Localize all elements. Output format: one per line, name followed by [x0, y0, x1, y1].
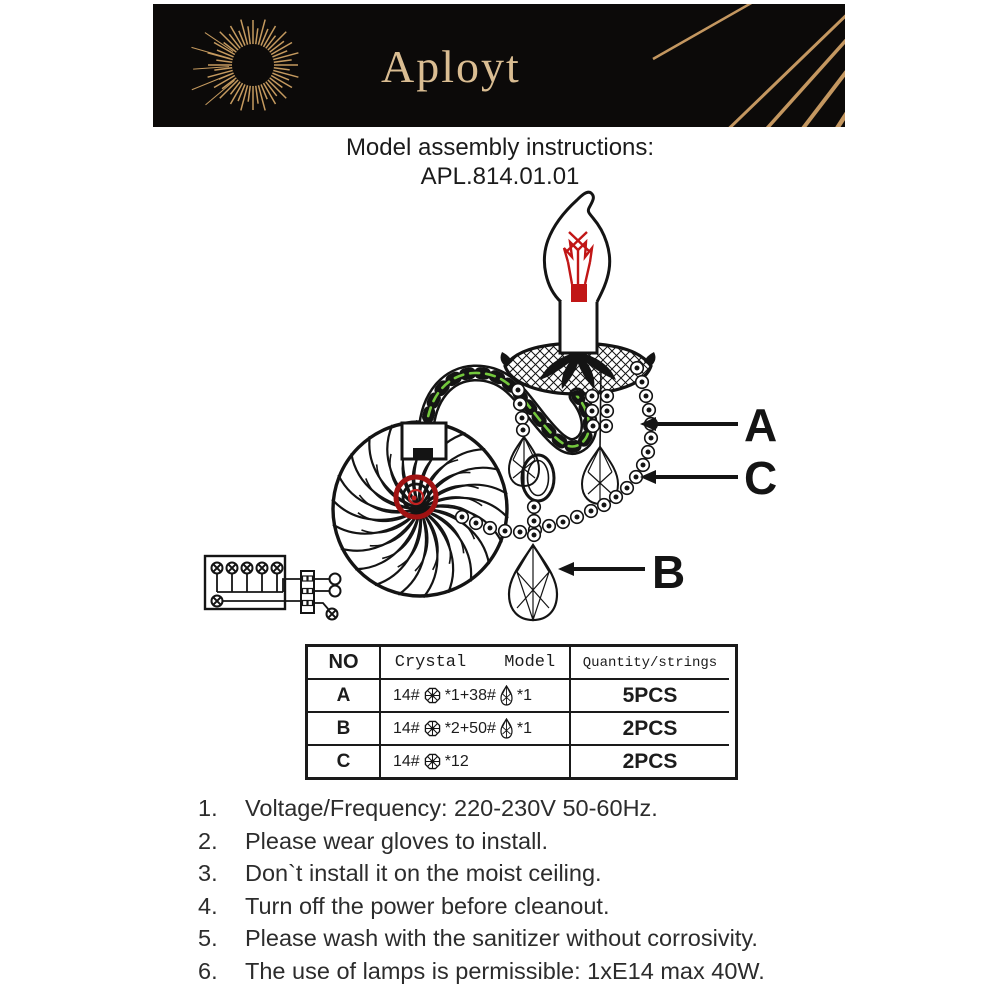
mounting-bracket: [402, 423, 446, 459]
crystal-parts-table: [305, 644, 738, 780]
list-item: 5. Please wash with the sanitizer without corrosivity.: [198, 925, 758, 951]
row-b-qty: 2PCS: [571, 713, 729, 746]
candle-sleeve: [560, 295, 597, 353]
row-c-spec: 14# *12: [381, 746, 571, 777]
plate-spiral-center: [396, 477, 436, 517]
model-number: APL.814.01.01: [420, 163, 580, 190]
terminal-block: [301, 571, 314, 613]
row-c-qty: 2PCS: [571, 746, 729, 777]
wiring-diagram: [205, 556, 341, 620]
list-item: 3. Don`t install it on the moist ceiling.: [198, 860, 602, 886]
brand-banner: [153, 4, 845, 127]
list-item: 4. Turn off the power before cleanout.: [198, 892, 610, 919]
table-row: [308, 746, 735, 777]
sconce-assembly-diagram: [170, 185, 790, 645]
arrow-c: [640, 470, 738, 484]
instructions-list: [198, 796, 858, 991]
list-item: 1. Voltage/Frequency: 220-230V 50-60Hz.: [198, 795, 658, 821]
table-header-row: [308, 647, 735, 680]
row-a-no: A: [308, 680, 381, 713]
arrow-a: [640, 417, 738, 431]
row-b-no: B: [308, 713, 381, 746]
row-c-no: C: [308, 746, 381, 777]
col-header-no: NO: [308, 647, 381, 680]
brand-wordmark: Aployt: [381, 41, 521, 92]
page-title: Model assembly instructions:: [345, 134, 655, 161]
octagon-crystal-icon: [424, 687, 441, 704]
ray-fan-decoration: [653, 4, 845, 127]
label-a: A: [744, 399, 778, 451]
sunburst-logo-icon: [191, 18, 299, 112]
title-block: [0, 133, 1000, 191]
col-header-quantity: Quantity/strings: [571, 647, 729, 680]
label-c: C: [744, 452, 778, 504]
octagon-crystal-icon: [424, 753, 441, 770]
teardrop-crystal-icon: [500, 685, 513, 706]
teardrop-crystal-icon: [500, 718, 513, 739]
banner-art: [153, 4, 845, 127]
candle-bulb: [544, 192, 609, 302]
row-b-spec: 14# *2+50# *1: [381, 713, 571, 746]
octagon-crystal-icon: [424, 720, 441, 737]
col-header-crystal-model: Crystal Model: [381, 647, 571, 680]
row-a-spec: 14# *1+38# *1: [381, 680, 571, 713]
arrow-b: [558, 562, 645, 576]
row-a-qty: 5PCS: [571, 680, 729, 713]
table-row: [308, 680, 735, 713]
list-item: 2. Please wear gloves to install.: [198, 827, 549, 854]
label-b: B: [652, 546, 686, 598]
list-item: 6. The use of lamps is permissible: 1xE14 max 40W.: [198, 957, 765, 984]
table-row: [308, 713, 735, 746]
